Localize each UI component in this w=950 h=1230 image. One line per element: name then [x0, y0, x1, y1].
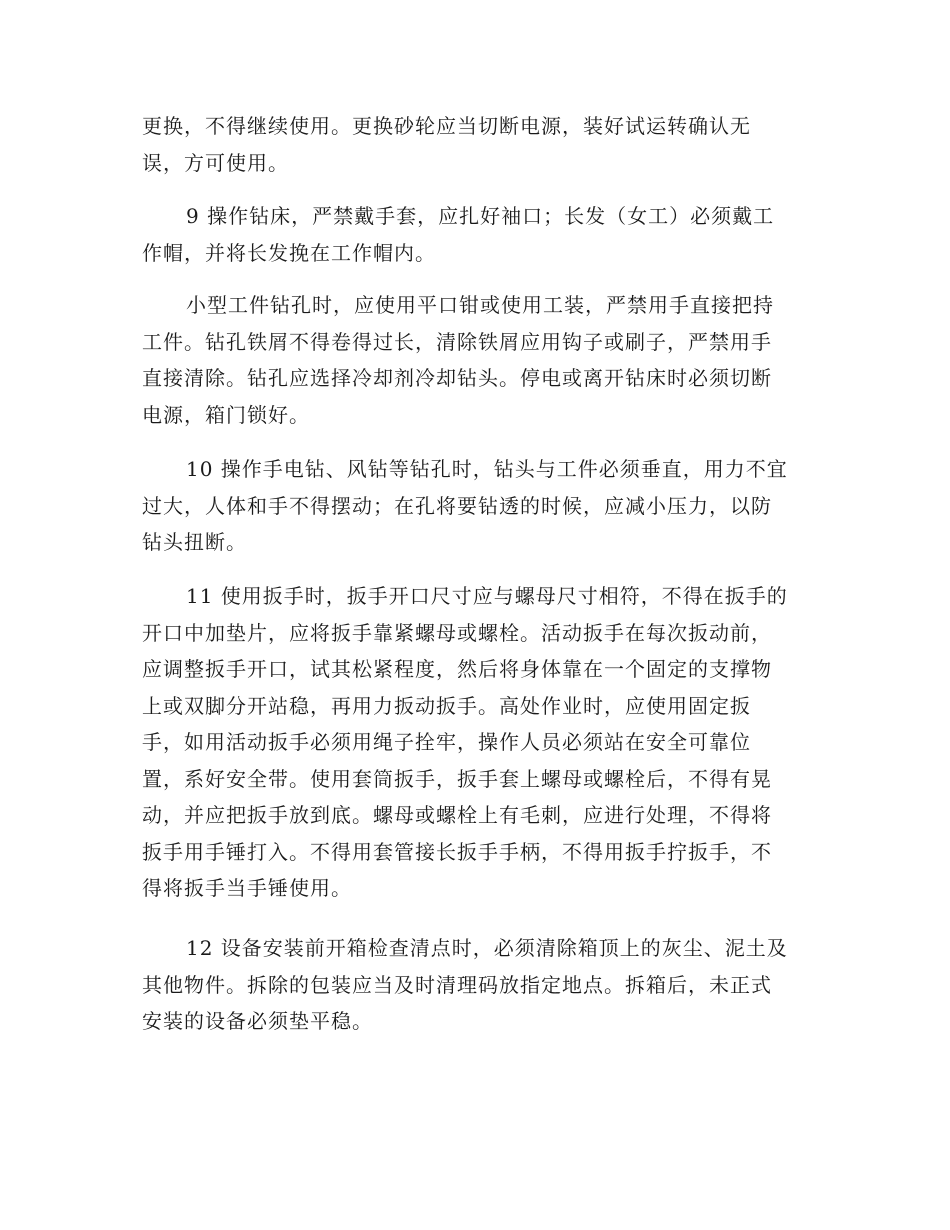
paragraph-line: 应调整扳手开口，试其松紧程度，然后将身体靠在一个固定的支撑物: [142, 657, 772, 681]
paragraph-line: 置，系好安全带。使用套筒扳手，扳手套上螺母或螺栓后，不得有晃: [142, 766, 772, 791]
paragraph-line: 作帽，并将长发挽在工作帽内。: [142, 240, 436, 265]
paragraph-line: 小型工件钻孔时，应使用平口钳或使用工装，严禁用手直接把持: [186, 293, 774, 317]
paragraph-line: 手，如用活动扳手必须用绳子拴牢，操作人员必须站在安全可靠位: [142, 730, 751, 754]
paragraph-continuation: [142, 108, 812, 181]
paragraph-line: 安装的设备必须垫平稳。: [142, 1009, 373, 1033]
paragraph-line: 开口中加垫片，应将扳手靠紧螺母或螺栓。活动扳手在每次扳动前，: [142, 620, 772, 645]
paragraph-line: 动，并应把扳手放到底。螺母或螺栓上有毛刺，应进行处理，不得将: [142, 803, 772, 827]
paragraph-line: 直接清除。钻孔应选择冷却剂冷却钻头。停电或离开钻床时必须切断: [142, 366, 772, 390]
paragraph-line: 10 操作手电钻、风钻等钻孔时，钻头与工件必须垂直，用力不宜: [186, 457, 788, 481]
paragraph-line: 11 使用扳手时，扳手开口尺寸应与螺母尺寸相符，不得在扳手的: [186, 584, 788, 608]
paragraph-item-10: [142, 451, 812, 561]
paragraph-drilling: [142, 287, 812, 433]
paragraph-item-11: [142, 578, 812, 907]
paragraph-line: 电源，箱门锁好。: [142, 402, 310, 427]
paragraph-line: 12 设备安装前开箱检查清点时，必须清除箱顶上的灰尘、泥土及: [186, 936, 788, 960]
paragraph-line: 工件。钻孔铁屑不得卷得过长，清除铁屑应用钩子或刷子，严禁用手: [142, 329, 772, 354]
paragraph-line: 其他物件。拆除的包装应当及时清理码放指定地点。拆箱后，未正式: [142, 972, 772, 997]
paragraph-line: 得将扳手当手锤使用。: [142, 876, 352, 900]
paragraph-item-9: [142, 198, 812, 271]
paragraph-item-12: [142, 930, 812, 1040]
paragraph-line: 上或双脚分开站稳，再用力扳动扳手。高处作业时，应使用固定扳: [142, 693, 751, 718]
paragraph-line: 误，方可使用。: [142, 150, 289, 175]
paragraph-line: 9 操作钻床，严禁戴手套，应扎好袖口；长发（女工）必须戴工: [186, 204, 775, 228]
paragraph-line: 过大，人体和手不得摆动；在孔将要钻透的时候，应减小压力，以防: [142, 493, 772, 518]
paragraph-line: 钻头扭断。: [142, 530, 247, 554]
paragraph-line: 更换，不得继续使用。更换砂轮应当切断电源，装好试运转确认无: [142, 114, 751, 138]
paragraph-line: 扳手用手锤打入。不得用套管接长扳手手柄，不得用扳手拧扳手，不: [142, 839, 772, 864]
